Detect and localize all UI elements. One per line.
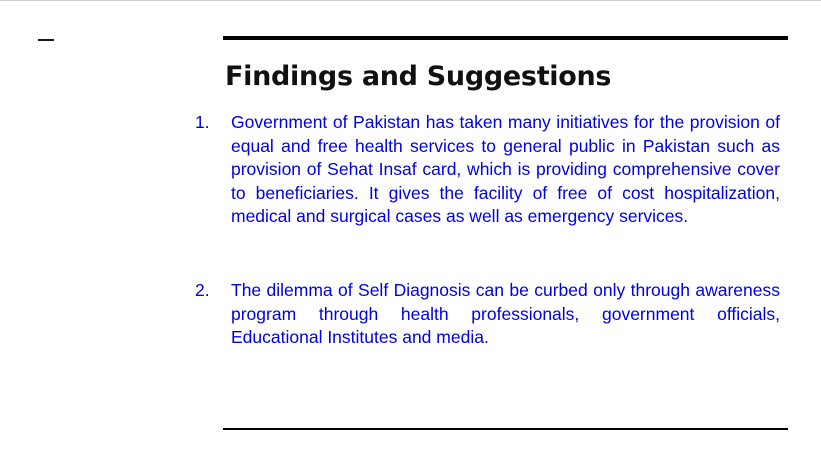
minimize-dash [38, 39, 54, 41]
findings-list [190, 111, 780, 350]
list-item-number: 1. [195, 112, 210, 132]
list-item-text: Government of Pakistan has taken many initiatives for the provision of equal and free health services to general public in Pakistan such as provision of Sehat Insaf card, which is providing comprehensive cover to beneficiaries. It gives the facility of free of cost hospitalization, medical and surgical cases as well as emergency services. [231, 112, 780, 227]
slide-title: Findings and Suggestions [225, 61, 612, 92]
list-item-text: The dilemma of Self Diagnosis can be curbed only through awareness program through health professionals, government officials, Educational Institutes and media. [231, 279, 780, 348]
list-item-number: 2. [195, 279, 210, 300]
list-item [190, 111, 780, 229]
bottom-rule [223, 428, 788, 430]
list-item [190, 279, 780, 350]
top-rule [223, 36, 788, 40]
